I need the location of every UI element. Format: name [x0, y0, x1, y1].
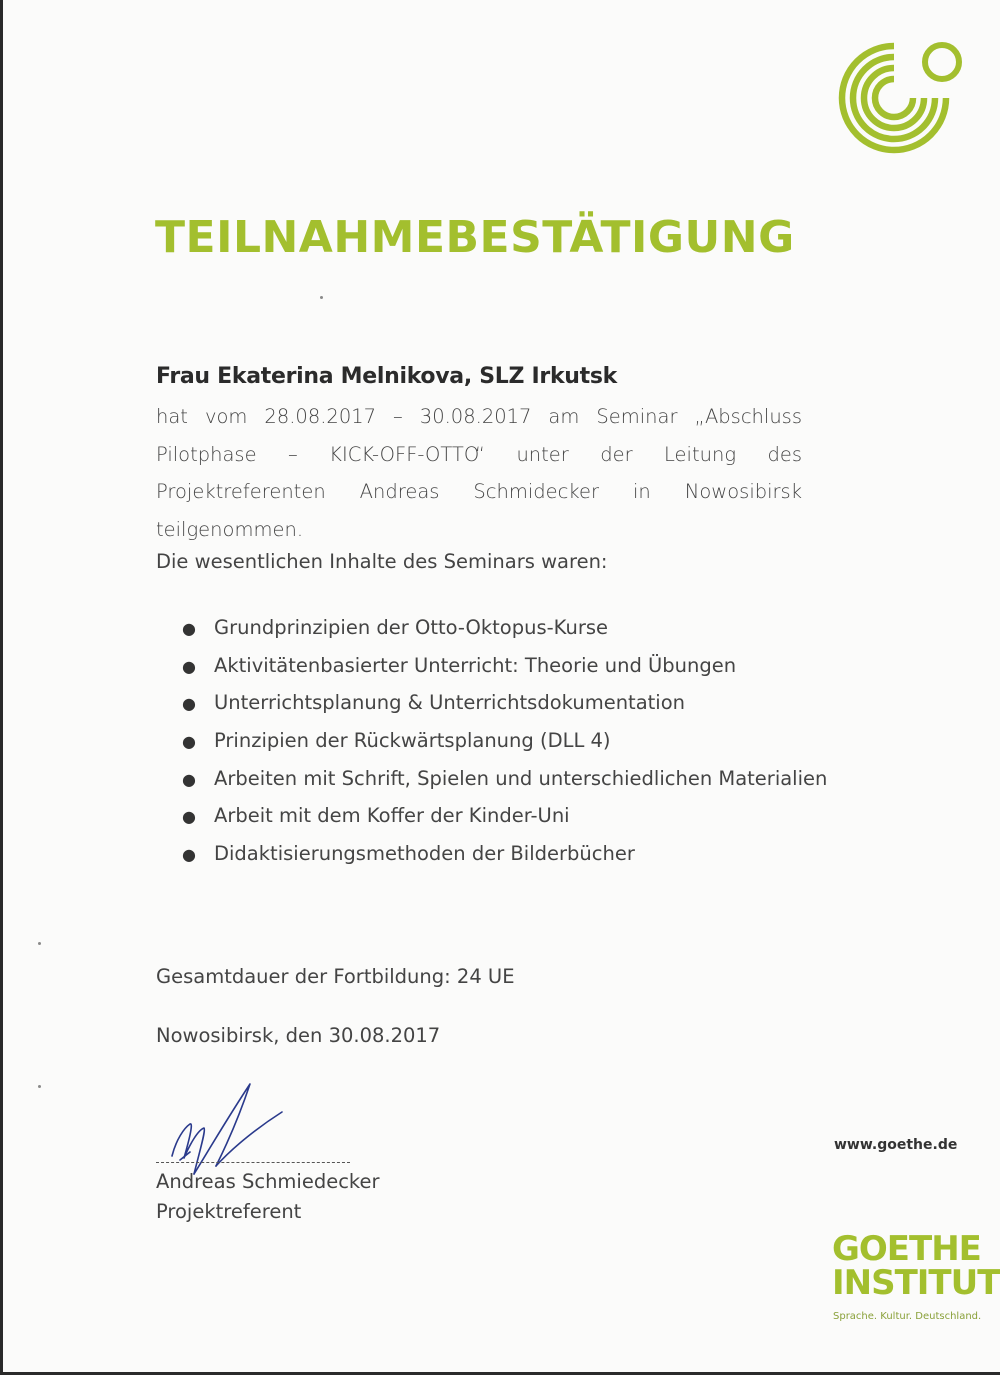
topic-text: Didaktisierungsmethoden der Bilderbücher	[214, 842, 635, 866]
document-title: TEILNAHMEBESTÄTIGUNG	[155, 212, 795, 263]
topics-intro: Die wesentlichen Inhalte des Seminars waren:	[156, 550, 608, 573]
course-duration: Gesamtdauer der Fortbildung: 24 UE	[156, 965, 515, 988]
bullet-icon: ●	[182, 656, 196, 676]
brand-line-1: GOETHE	[832, 1229, 981, 1269]
list-item	[182, 684, 827, 722]
brand-wordmark	[832, 1229, 1000, 1303]
list-item	[182, 647, 827, 685]
bullet-icon: ●	[182, 845, 196, 865]
bullet-icon: ●	[182, 694, 196, 714]
signature-line	[156, 1162, 350, 1163]
bullet-icon: ●	[182, 807, 196, 827]
scan-speck	[320, 296, 323, 299]
scan-speck	[38, 1085, 41, 1088]
topic-text: Arbeit mit dem Koffer der Kinder-Uni	[214, 804, 570, 828]
signer-role: Projektreferent	[156, 1200, 302, 1223]
bullet-icon: ●	[182, 769, 196, 789]
participation-statement: hat vom 28.08.2017 – 30.08.2017 am Seminar „Abschluss Pilotphase – KICK-OFF-OTTO“ unter der Leitung des Projektreferenten Andreas Schmidecker in Nowosibirsk teilgenommen.	[156, 405, 802, 541]
list-item	[182, 609, 827, 647]
topic-text: Unterrichtsplanung & Unterrichtsdokumentation	[214, 691, 685, 715]
list-item	[182, 835, 827, 873]
topic-text: Aktivitätenbasierter Unterricht: Theorie und Übungen	[214, 653, 737, 677]
brand-tagline: Sprache. Kultur. Deutschland.	[833, 1311, 982, 1322]
topic-text: Arbeiten mit Schrift, Spielen und unterschiedlichen Materialien	[214, 766, 828, 790]
topics-list	[182, 609, 827, 873]
topic-text: Grundprinzipien der Otto-Oktopus-Kurse	[214, 616, 608, 639]
bullet-icon: ●	[182, 732, 196, 752]
bullet-icon: ●	[182, 619, 196, 638]
scan-speck	[38, 942, 41, 945]
list-item	[182, 797, 827, 835]
website-link[interactable]: www.goethe.de	[834, 1137, 958, 1153]
goethe-institut-logo-icon	[826, 36, 974, 176]
place-and-date: Nowosibirsk, den 30.08.2017	[156, 1024, 441, 1047]
recipient-name: Frau Ekaterina Melnikova, SLZ Irkutsk	[156, 364, 617, 389]
list-item	[182, 722, 827, 760]
signer-name: Andreas Schmiedecker	[156, 1170, 380, 1193]
brand-line-2: INSTITUT	[832, 1263, 1000, 1303]
list-item	[182, 760, 827, 798]
topic-text: Prinzipien der Rückwärtsplanung (DLL 4)	[214, 729, 611, 753]
